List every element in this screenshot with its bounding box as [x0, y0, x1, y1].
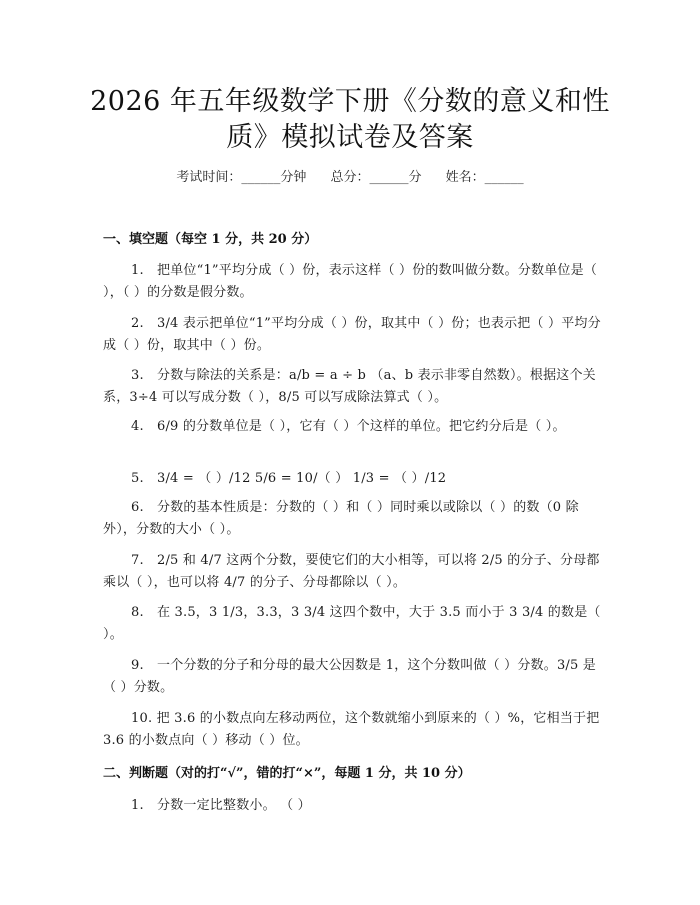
question-item: 1. 分数一定比整数小。 （ ） — [131, 798, 311, 813]
exam-time-field: 考试时间：______分钟 — [176, 170, 307, 185]
section-heading-fill-in: 一、填空题（每空 1 分，共 20 分） — [103, 232, 318, 247]
exam-info-row — [0, 168, 700, 188]
total-score-field: 总分：______分 — [330, 170, 422, 185]
question-item: 3. 分数与除法的关系是：a/b = a ÷ b （a、b 表示非零自然数）。根据这个关系，3÷4 可以写成分数（ ），8/5 可以写成除法算式（ ）。 — [103, 368, 596, 405]
question-item: 9. 一个分数的分子和分母的最大公因数是 1，这个分数叫做（ ）分数。3/5 是（ ）分数。 — [103, 658, 596, 695]
question-item: 7. 2/5 和 4/7 这两个分数，要使它们的大小相等，可以将 2/5 的分子、分母都乘以（ ），也可以将 4/7 的分子、分母都除以（ ）。 — [103, 553, 600, 590]
question-item: 8. 在 3.5，3 1/3，3.3，3 3/4 这四个数中，大于 3.5 而小于 3 3/4 的数是（ ）。 — [103, 605, 601, 642]
section-heading-true-false: 二、判断题（对的打“√”，错的打“×”，每题 1 分，共 10 分） — [103, 766, 471, 781]
document-title-line-1: 2026 年五年级数学下册《分数的意义和性 — [90, 86, 610, 117]
question-item: 1. 把单位“1”平均分成（ ）份，表示这样（ ）份的数叫做分数。分数单位是（ ），（ ）的分数是假分数。 — [103, 263, 598, 300]
question-item: 6. 分数的基本性质是：分数的（ ）和（ ）同时乘以或除以（ ）的数（0 除外），分数的大小（ ）。 — [103, 500, 579, 537]
question-item: 10. 把 3.6 的小数点向左移动两位，这个数就缩小到原来的（ ）%，它相当于把 3.6 的小数点向（ ）移动（ ）位。 — [103, 711, 600, 748]
student-name-field: 姓名：______ — [445, 170, 524, 185]
question-item: 5. 3/4 = （ ）/12 5/6 = 10/（ ） 1/3 = （ ）/12 — [131, 471, 447, 486]
question-item: 4. 6/9 的分数单位是（ ），它有（ ）个这样的单位。把它约分后是（ ）。 — [131, 419, 566, 434]
question-item: 2. 3/4 表示把单位“1”平均分成（ ）份，取其中（ ）份；也表示把（ ）平均分成（ ）份，取其中（ ）份。 — [103, 316, 601, 353]
document-title-line-2: 质》模拟试卷及答案 — [226, 122, 474, 153]
